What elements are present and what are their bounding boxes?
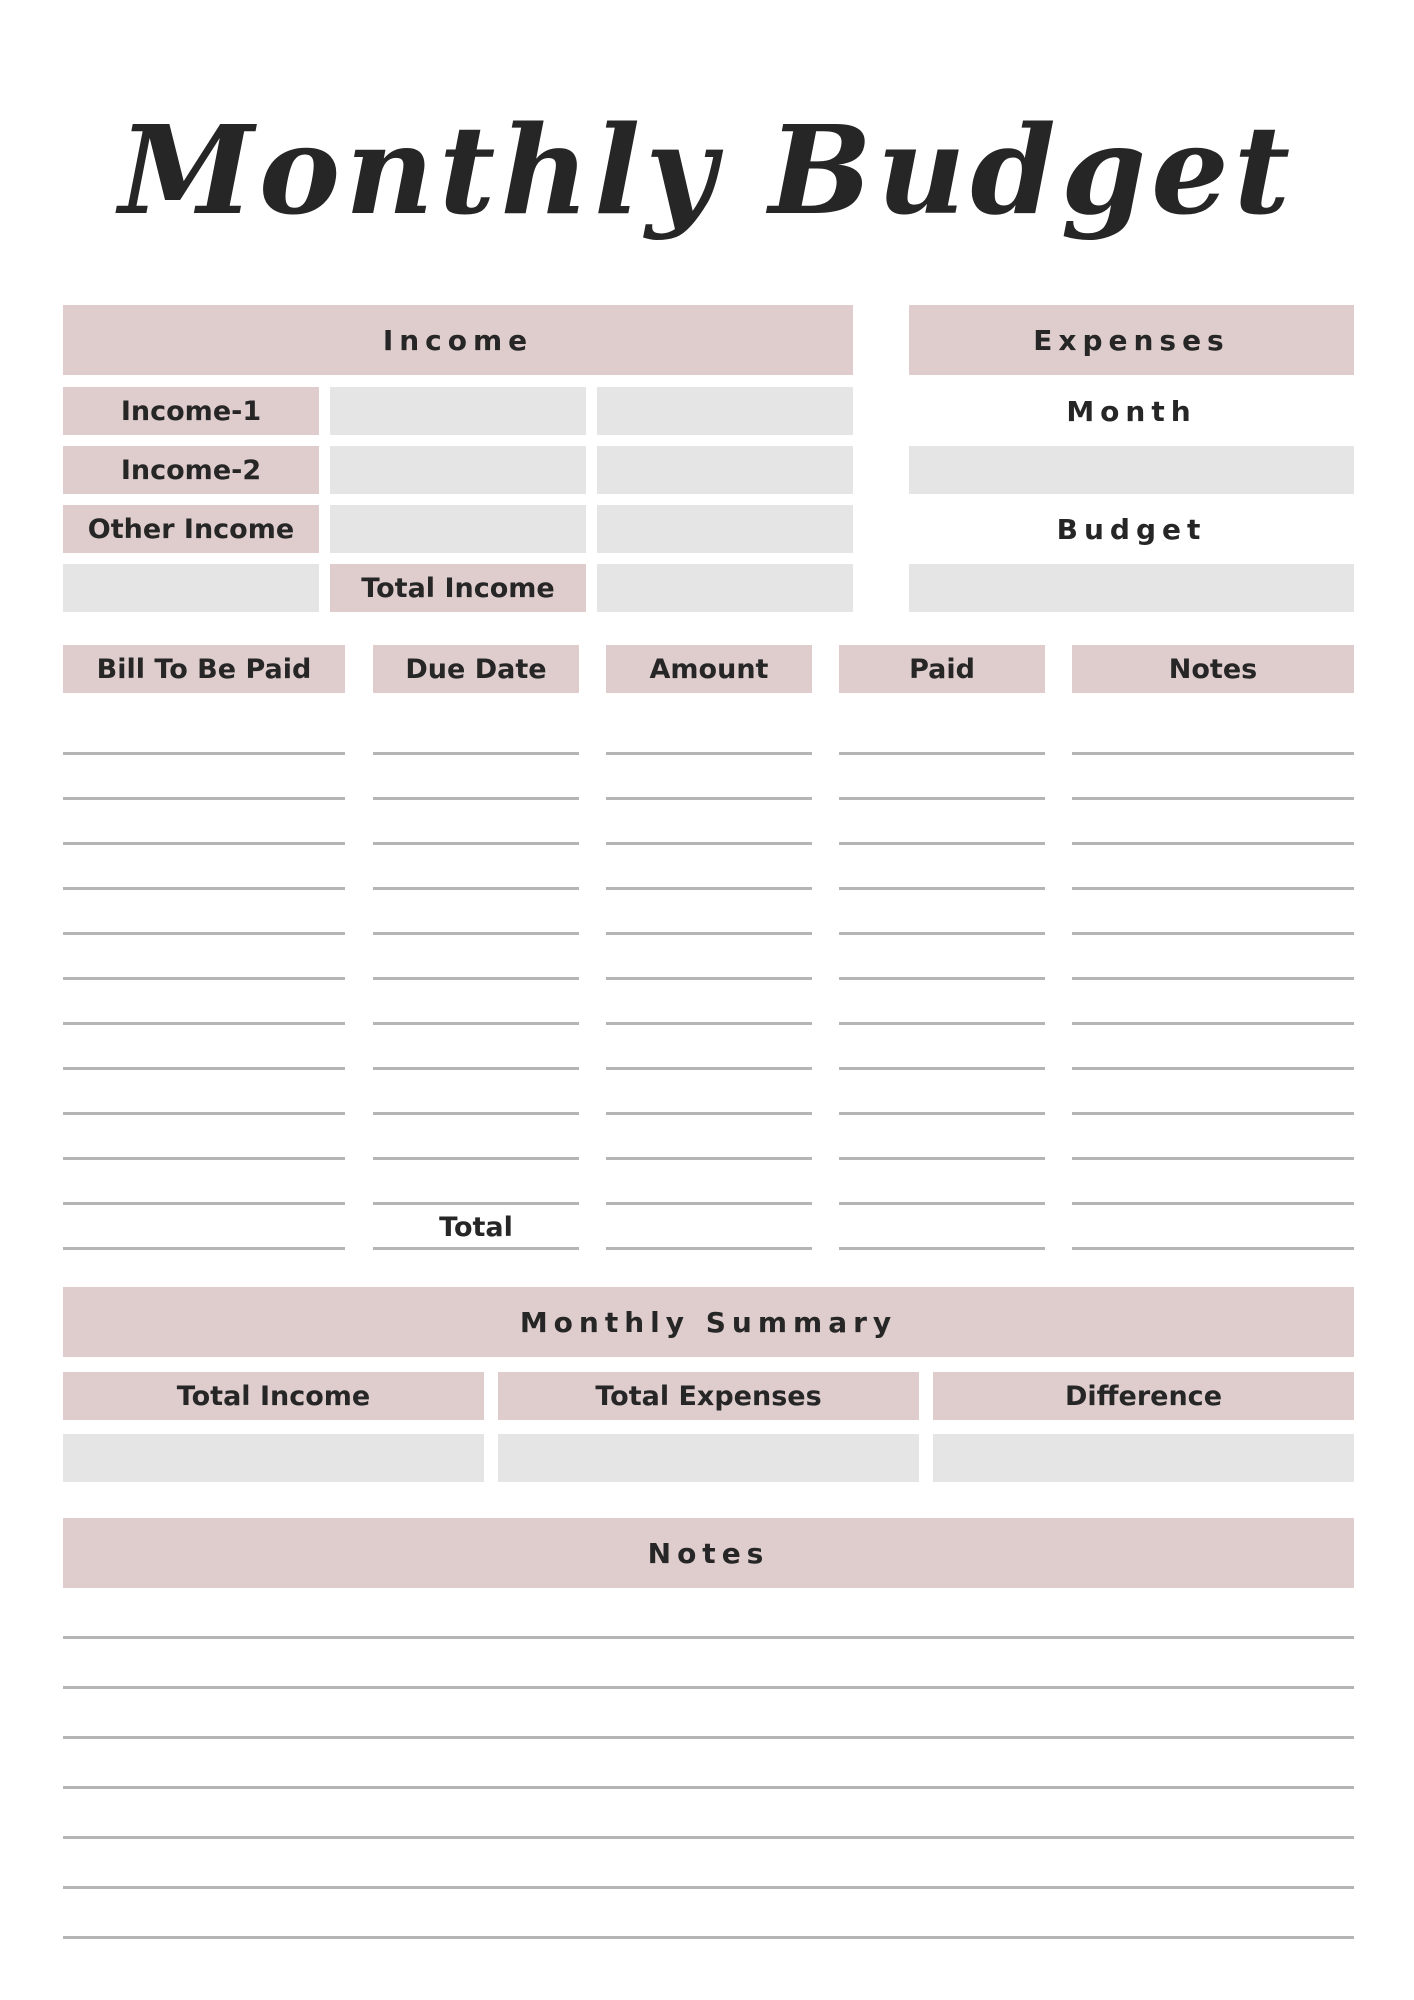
bills-total-label: Total: [439, 1211, 513, 1243]
bill-row-3-amount-line[interactable]: [606, 842, 812, 845]
bill-row-3-bill-line[interactable]: [63, 842, 345, 845]
other-income-field-b[interactable]: [597, 505, 853, 553]
bill-row-1-due-date-line[interactable]: [373, 752, 579, 755]
notes-line-7[interactable]: [63, 1936, 1354, 1939]
summary-difference-field[interactable]: [933, 1434, 1354, 1482]
bill-row-12-bill-line[interactable]: [63, 1247, 345, 1250]
notes-line-3[interactable]: [63, 1736, 1354, 1739]
bill-row-6-bill-line[interactable]: [63, 977, 345, 980]
bill-row-5-amount-line[interactable]: [606, 932, 812, 935]
bill-row-6-notes-line[interactable]: [1072, 977, 1354, 980]
income-header: Income: [63, 305, 853, 375]
bill-row-6-due-date-line[interactable]: [373, 977, 579, 980]
bill-row-10-amount-line[interactable]: [606, 1157, 812, 1160]
bill-row-1-notes-line[interactable]: [1072, 752, 1354, 755]
bill-row-8-notes-line[interactable]: [1072, 1067, 1354, 1070]
income-blank-field[interactable]: [63, 564, 319, 612]
budget-field[interactable]: [909, 564, 1354, 612]
notes-line-2[interactable]: [63, 1686, 1354, 1689]
bill-row-8-due-date-line[interactable]: [373, 1067, 579, 1070]
bill-row-11-paid-line[interactable]: [839, 1202, 1045, 1205]
bill-row-7-bill-line[interactable]: [63, 1022, 345, 1025]
bill-row-9-paid-line[interactable]: [839, 1112, 1045, 1115]
bill-row-11-bill-line[interactable]: [63, 1202, 345, 1205]
bill-row-4-bill-line[interactable]: [63, 887, 345, 890]
bill-row-3-notes-line[interactable]: [1072, 842, 1354, 845]
other-income-field-a[interactable]: [330, 505, 586, 553]
bill-row-2-amount-line[interactable]: [606, 797, 812, 800]
bill-row-7-paid-line[interactable]: [839, 1022, 1045, 1025]
bill-row-10-due-date-line[interactable]: [373, 1157, 579, 1160]
summary-total-expenses-label: Total Expenses: [498, 1372, 919, 1420]
bill-row-6-paid-line[interactable]: [839, 977, 1045, 980]
budget-label: Budget: [1056, 512, 1207, 546]
summary-total-income-label: Total Income: [63, 1372, 484, 1420]
bill-row-8-paid-line[interactable]: [839, 1067, 1045, 1070]
bill-row-4-paid-line[interactable]: [839, 887, 1045, 890]
bill-row-8-bill-line[interactable]: [63, 1067, 345, 1070]
bill-row-7-amount-line[interactable]: [606, 1022, 812, 1025]
bill-row-4-notes-line[interactable]: [1072, 887, 1354, 890]
bill-row-4-due-date-line[interactable]: [373, 887, 579, 890]
summary-difference-label: Difference: [933, 1372, 1354, 1420]
summary-total-expenses-field[interactable]: [498, 1434, 919, 1482]
monthly-summary-header: Monthly Summary: [63, 1287, 1354, 1357]
bill-row-5-paid-line[interactable]: [839, 932, 1045, 935]
bill-row-3-paid-line[interactable]: [839, 842, 1045, 845]
bill-row-11-notes-line[interactable]: [1072, 1202, 1354, 1205]
bill-row-8-amount-line[interactable]: [606, 1067, 812, 1070]
bill-row-7-due-date-line[interactable]: [373, 1022, 579, 1025]
income-2-field-b[interactable]: [597, 446, 853, 494]
income-2-field-a[interactable]: [330, 446, 586, 494]
bill-row-3-due-date-line[interactable]: [373, 842, 579, 845]
bill-row-2-due-date-line[interactable]: [373, 797, 579, 800]
bill-row-10-bill-line[interactable]: [63, 1157, 345, 1160]
bill-row-12-paid-line[interactable]: [839, 1247, 1045, 1250]
bill-row-7-notes-line[interactable]: [1072, 1022, 1354, 1025]
bill-row-2-paid-line[interactable]: [839, 797, 1045, 800]
column-header-due-date: Due Date: [373, 645, 579, 693]
income-1-field-b[interactable]: [597, 387, 853, 435]
bill-row-6-amount-line[interactable]: [606, 977, 812, 980]
column-header-bill: Bill To Be Paid: [63, 645, 345, 693]
page-title: Monthly Budget: [118, 98, 1296, 242]
month-field[interactable]: [909, 446, 1354, 494]
notes-header: Notes: [63, 1518, 1354, 1588]
column-header-amount: Amount: [606, 645, 812, 693]
bill-row-10-paid-line[interactable]: [839, 1157, 1045, 1160]
notes-line-5[interactable]: [63, 1836, 1354, 1839]
bill-row-9-bill-line[interactable]: [63, 1112, 345, 1115]
bill-row-12-notes-line[interactable]: [1072, 1247, 1354, 1250]
bill-row-4-amount-line[interactable]: [606, 887, 812, 890]
notes-line-1[interactable]: [63, 1636, 1354, 1639]
bill-row-5-notes-line[interactable]: [1072, 932, 1354, 935]
bill-row-5-bill-line[interactable]: [63, 932, 345, 935]
column-header-notes: Notes: [1072, 645, 1354, 693]
summary-total-income-field[interactable]: [63, 1434, 484, 1482]
bill-row-10-notes-line[interactable]: [1072, 1157, 1354, 1160]
bill-row-12-amount-line[interactable]: [606, 1247, 812, 1250]
bill-row-11-amount-line[interactable]: [606, 1202, 812, 1205]
bill-row-2-notes-line[interactable]: [1072, 797, 1354, 800]
total-income-field[interactable]: [597, 564, 853, 612]
bill-row-1-amount-line[interactable]: [606, 752, 812, 755]
income-row-label-1: Income-1: [63, 387, 319, 435]
bill-row-9-due-date-line[interactable]: [373, 1112, 579, 1115]
bill-row-9-amount-line[interactable]: [606, 1112, 812, 1115]
column-header-paid: Paid: [839, 645, 1045, 693]
notes-line-6[interactable]: [63, 1886, 1354, 1889]
income-row-label-3: Other Income: [63, 505, 319, 553]
bill-row-5-due-date-line[interactable]: [373, 932, 579, 935]
expenses-header: Expenses: [909, 305, 1354, 375]
month-label: Month: [1066, 394, 1197, 428]
notes-line-4[interactable]: [63, 1786, 1354, 1789]
income-row-label-2: Income-2: [63, 446, 319, 494]
total-income-label: Total Income: [330, 564, 586, 612]
bill-row-2-bill-line[interactable]: [63, 797, 345, 800]
bill-row-1-bill-line[interactable]: [63, 752, 345, 755]
bill-row-1-paid-line[interactable]: [839, 752, 1045, 755]
income-1-field-a[interactable]: [330, 387, 586, 435]
bill-row-9-notes-line[interactable]: [1072, 1112, 1354, 1115]
